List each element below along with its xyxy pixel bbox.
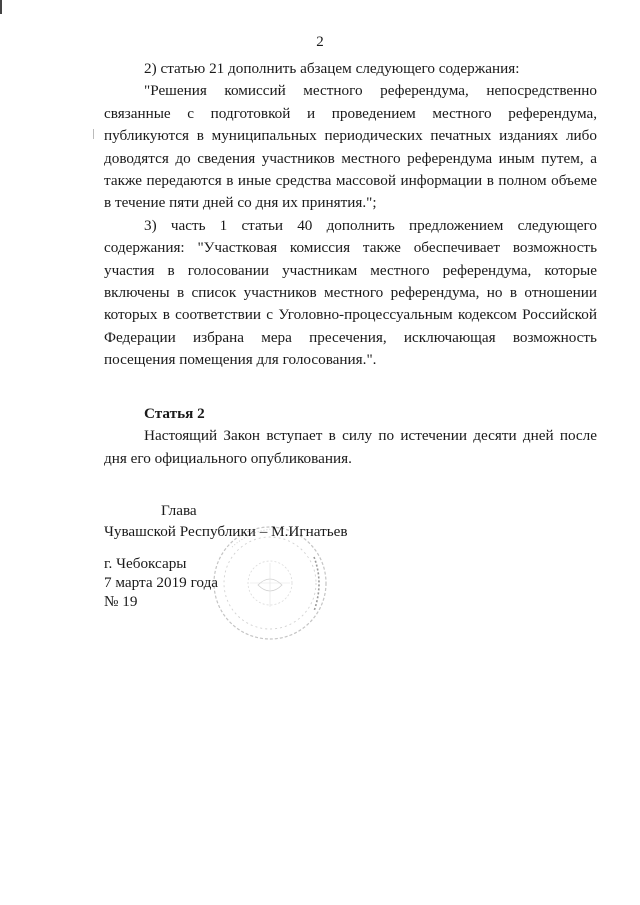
article-2-heading: Статья 2	[144, 404, 205, 422]
place-date-block	[104, 554, 304, 611]
document-body	[104, 58, 597, 470]
signature-title: Глава	[161, 502, 197, 519]
paragraph-1: 2) статью 21 дополнить абзацем следующего содержания:	[144, 60, 520, 77]
place-city: г. Чебоксары	[104, 555, 187, 572]
signature-block	[104, 500, 404, 542]
paragraph-3: 3) часть 1 статьи 40 дополнить предложением следующего содержания: "Участковая комиссия также обеспечивает возможность участия в голосовании участникам местного референдума, которые включены в список участников местного референдума, но в отношении которых в соответствии с Уголовно-процессуальным кодексом Российской Федерации избрана мера пресечения, исключающая возможность посещения помещения для голосования.".	[104, 216, 597, 369]
article-2-text: Настоящий Закон вступает в силу по истечении десяти дней после дня его официального опубликования.	[104, 427, 597, 467]
document-number: № 19	[104, 593, 138, 610]
document-date: 7 марта 2019 года	[104, 574, 219, 591]
crop-mark	[0, 0, 2, 14]
signature-line: Чувашской Республики – М.Игнатьев	[104, 523, 348, 540]
page-number: 2	[316, 34, 324, 50]
paragraph-2: "Решения комиссий местного референдума, непосредственно связанные с подготовкой и проведением местного референдума, публикуются в муниципальных периодических печатных изданиях либо доводятся до сведения участников местного референдума иным путем, а также передаются в иные средства массовой информации в полном объеме в течение пяти дней со дня их принятия.";	[104, 82, 597, 212]
margin-mark	[93, 129, 94, 139]
